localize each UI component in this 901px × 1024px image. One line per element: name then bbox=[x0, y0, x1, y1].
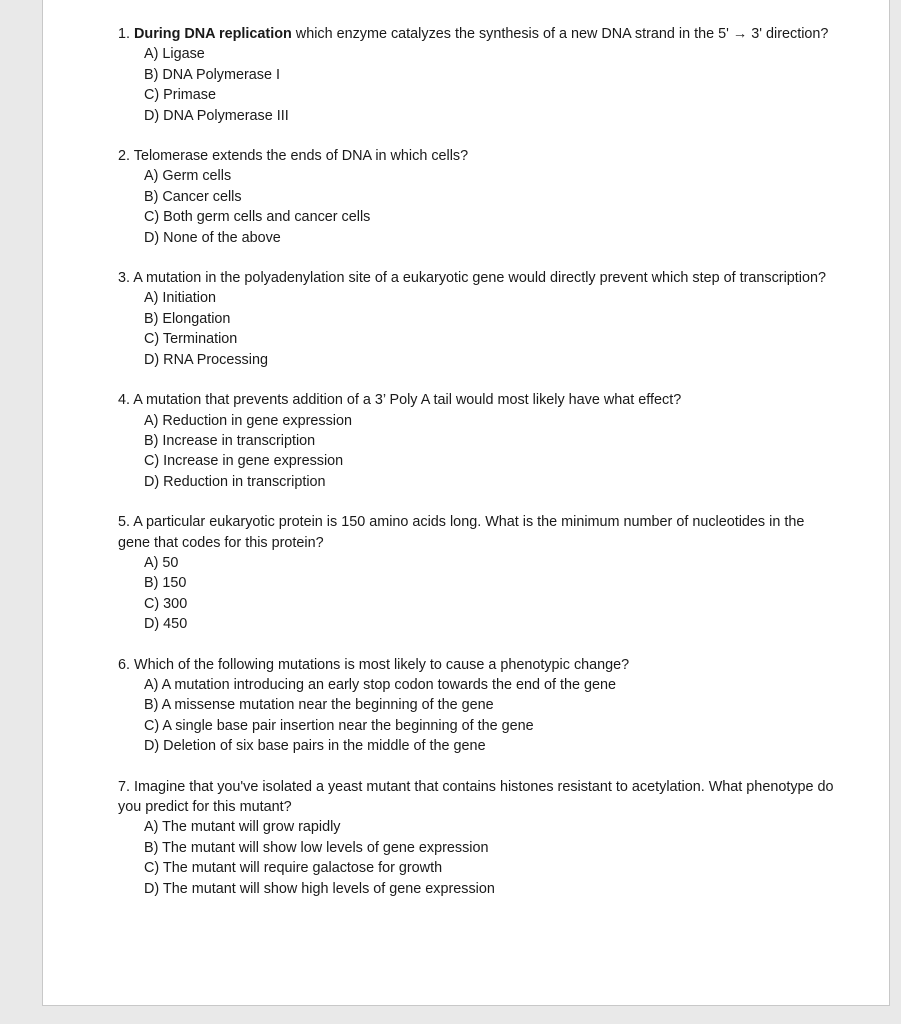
document-page bbox=[42, 0, 890, 1006]
answer-option: B) Elongation bbox=[144, 310, 231, 327]
answer-option: A) Germ cells bbox=[144, 168, 232, 185]
answer-option: C) Termination bbox=[144, 331, 238, 348]
answer-options bbox=[118, 44, 838, 126]
answer-option: A) A mutation introducing an early stop codon towards the end of the gene bbox=[144, 676, 617, 693]
answer-option: B) Cancer cells bbox=[144, 188, 242, 205]
question-number: 5. bbox=[118, 514, 131, 531]
answer-option: D) DNA Polymerase III bbox=[144, 107, 289, 124]
question-stem-text: A particular eukaryotic protein is 150 amino acids long. What is the minimum number of nucleotides in the gene that codes for this protein? bbox=[118, 514, 805, 551]
question-stem bbox=[118, 146, 838, 166]
answer-option: D) RNA Processing bbox=[144, 351, 268, 368]
answer-option: B) Increase in transcription bbox=[144, 432, 316, 449]
question-number: 7. bbox=[118, 778, 131, 795]
answer-option: A) Reduction in gene expression bbox=[144, 412, 352, 429]
answer-options bbox=[118, 675, 838, 757]
answer-option: D) Deletion of six base pairs in the middle of the gene bbox=[144, 738, 486, 755]
question-3 bbox=[118, 268, 838, 370]
question-6 bbox=[118, 655, 838, 757]
answer-option: C) Increase in gene expression bbox=[144, 453, 344, 470]
answer-option: B) DNA Polymerase I bbox=[144, 66, 280, 83]
answer-option: B) 150 bbox=[144, 575, 187, 592]
question-1 bbox=[118, 24, 838, 126]
question-number: 2. bbox=[118, 148, 131, 165]
question-list bbox=[118, 24, 838, 919]
answer-option: D) 450 bbox=[144, 616, 188, 633]
question-number: 4. bbox=[118, 392, 131, 409]
answer-options bbox=[118, 553, 838, 635]
question-stem bbox=[118, 390, 838, 410]
answer-option: B) The mutant will show low levels of gene expression bbox=[144, 839, 489, 856]
question-stem-text: which enzyme catalyzes the synthesis of a new DNA strand in the 5' → 3' direction? bbox=[295, 26, 829, 42]
answer-options bbox=[118, 288, 838, 370]
answer-option: B) A missense mutation near the beginning of the gene bbox=[144, 697, 494, 714]
question-stem bbox=[118, 24, 838, 44]
answer-option: D) The mutant will show high levels of gene expression bbox=[144, 880, 495, 897]
answer-option: A) Ligase bbox=[144, 46, 205, 63]
answer-options bbox=[118, 411, 838, 493]
question-number: 3. bbox=[118, 270, 131, 287]
answer-option: A) 50 bbox=[144, 554, 179, 571]
question-stem bbox=[118, 655, 838, 675]
question-stem-text: Which of the following mutations is most likely to cause a phenotypic change? bbox=[134, 656, 630, 673]
answer-option: A) Initiation bbox=[144, 290, 216, 307]
answer-option: A) The mutant will grow rapidly bbox=[144, 819, 341, 836]
answer-option: D) Reduction in transcription bbox=[144, 473, 326, 490]
question-stem-text: Imagine that you've isolated a yeast mutant that contains histones resistant to acetylation. What phenotype do you predict for this mutant? bbox=[118, 778, 834, 815]
answer-option: C) The mutant will require galactose for growth bbox=[144, 860, 443, 877]
answer-option: C) Primase bbox=[144, 87, 216, 104]
question-4 bbox=[118, 390, 838, 492]
answer-options bbox=[118, 166, 838, 248]
question-stem-text: A mutation in the polyadenylation site of a eukaryotic gene would directly prevent which step of transcription? bbox=[133, 270, 826, 287]
question-number: 1. bbox=[118, 26, 131, 42]
question-stem bbox=[118, 268, 838, 288]
answer-options bbox=[118, 817, 838, 899]
answer-option: D) None of the above bbox=[144, 229, 281, 246]
question-stem bbox=[118, 777, 838, 818]
question-stem-emphasis: During DNA replication bbox=[134, 26, 292, 42]
answer-option: C) 300 bbox=[144, 595, 188, 612]
answer-option: C) A single base pair insertion near the beginning of the gene bbox=[144, 717, 534, 734]
question-5 bbox=[118, 512, 838, 634]
question-stem-text: A mutation that prevents addition of a 3’ Poly A tail would most likely have what effect? bbox=[133, 392, 682, 409]
question-stem-text: Telomerase extends the ends of DNA in which cells? bbox=[133, 148, 469, 165]
question-2 bbox=[118, 146, 838, 248]
question-7 bbox=[118, 777, 838, 899]
question-stem bbox=[118, 512, 838, 553]
question-number: 6. bbox=[118, 656, 131, 673]
answer-option: C) Both germ cells and cancer cells bbox=[144, 209, 371, 226]
